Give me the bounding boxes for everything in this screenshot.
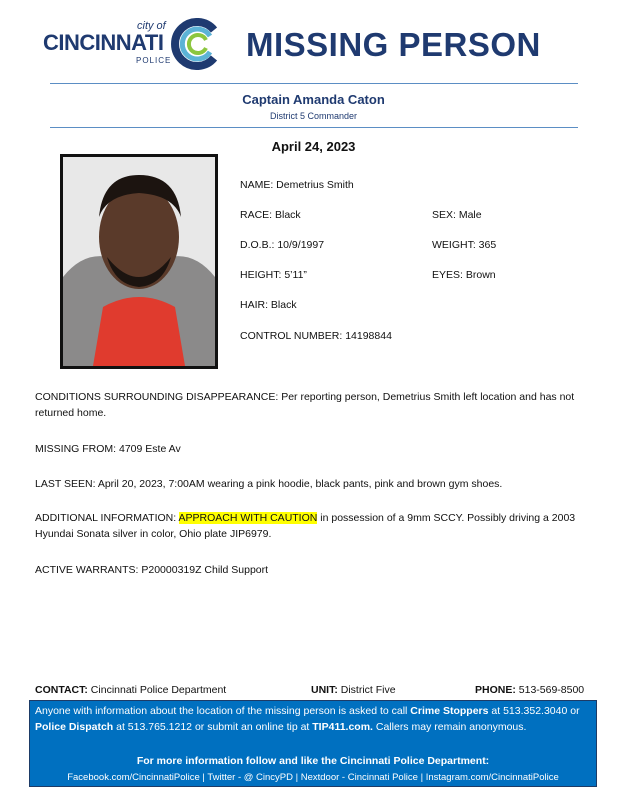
tip411-link[interactable]: TIP411.com. <box>312 721 373 733</box>
caution-highlight: APPROACH WITH CAUTION <box>178 512 318 524</box>
issuer-name: Captain Amanda Caton <box>242 92 385 107</box>
field-height: HEIGHT: 5’11” <box>240 269 307 281</box>
cincinnati-police-logo <box>40 18 220 74</box>
phone-value: 513-569-8500 <box>515 684 585 696</box>
tip-text-4: Callers may remain anonymous. <box>372 721 527 733</box>
logo-cincinnati: CINCINNATI <box>43 30 164 55</box>
logo-city-of: city of <box>137 20 166 32</box>
tip-footer-box <box>29 700 597 787</box>
field-hair: HAIR: Black <box>240 299 297 311</box>
field-weight: WEIGHT: 365 <box>432 239 497 251</box>
additional-info-prefix: ADDITIONAL INFORMATION: <box>35 512 179 524</box>
tip-text-3: at 513.765.1212 or submit an online tip at <box>113 721 313 733</box>
warrants-paragraph: ACTIVE WARRANTS: P20000319Z Child Support <box>35 564 269 576</box>
unit-value: District Five <box>337 684 396 696</box>
phone-label: PHONE: <box>475 684 516 696</box>
additional-info-rest: in possession of a 9mm SCCY. Possibly driving a 2003 Hyundai Sonata silver in color, Ohio plate JIP6979. <box>35 512 576 540</box>
logo-c-mark-icon <box>170 18 222 70</box>
tip-text-2: at 513.352.3040 or <box>488 705 580 717</box>
field-sex: SEX: Male <box>432 209 482 221</box>
missing-from-paragraph: MISSING FROM: 4709 Este Av <box>35 443 181 455</box>
conditions-paragraph: CONDITIONS SURROUNDING DISAPPEARANCE: Per reporting person, Demetrius Smith left location and has not returned home. <box>35 391 575 419</box>
follow-heading: For more information follow and like the Cincinnati Police Department: <box>136 755 490 767</box>
unit-info <box>311 684 396 696</box>
crime-stoppers: Crime Stoppers <box>410 705 489 717</box>
police-dispatch: Police Dispatch <box>35 721 114 733</box>
tip-text-1: Anyone with information about the location of the missing person is asked to call <box>35 705 411 717</box>
field-eyes: EYES: Brown <box>432 269 496 281</box>
field-name: NAME: Demetrius Smith <box>240 179 354 191</box>
field-race: RACE: Black <box>240 209 301 221</box>
unit-label: UNIT: <box>311 684 338 696</box>
tip-instructions <box>35 703 591 735</box>
missing-person-photo <box>60 154 218 369</box>
contact-info <box>35 684 226 696</box>
page-title: MISSING PERSON <box>246 26 541 63</box>
bulletin-date: April 24, 2023 <box>271 139 356 154</box>
field-control-number: CONTROL NUMBER: 14198844 <box>240 330 392 342</box>
header-divider-top <box>50 83 578 84</box>
social-links[interactable]: Facebook.com/CincinnatiPolice | Twitter - @ CincyPD | Nextdoor - Cincinnati Police | Instagram.com/CincinnatiPolice <box>67 772 559 783</box>
issuer-role: District 5 Commander <box>269 111 358 121</box>
additional-info-paragraph <box>35 510 595 542</box>
last-seen-paragraph: LAST SEEN: April 20, 2023, 7:00AM wearing a pink hoodie, black pants, pink and brown gym shoes. <box>35 478 503 490</box>
contact-label: CONTACT: <box>35 684 88 696</box>
contact-value: Cincinnati Police Department <box>87 684 227 696</box>
field-dob: D.O.B.: 10/9/1997 <box>240 239 325 251</box>
logo-police: POLICE <box>136 56 172 65</box>
phone-info <box>475 684 584 696</box>
header-divider-bottom <box>50 127 578 128</box>
